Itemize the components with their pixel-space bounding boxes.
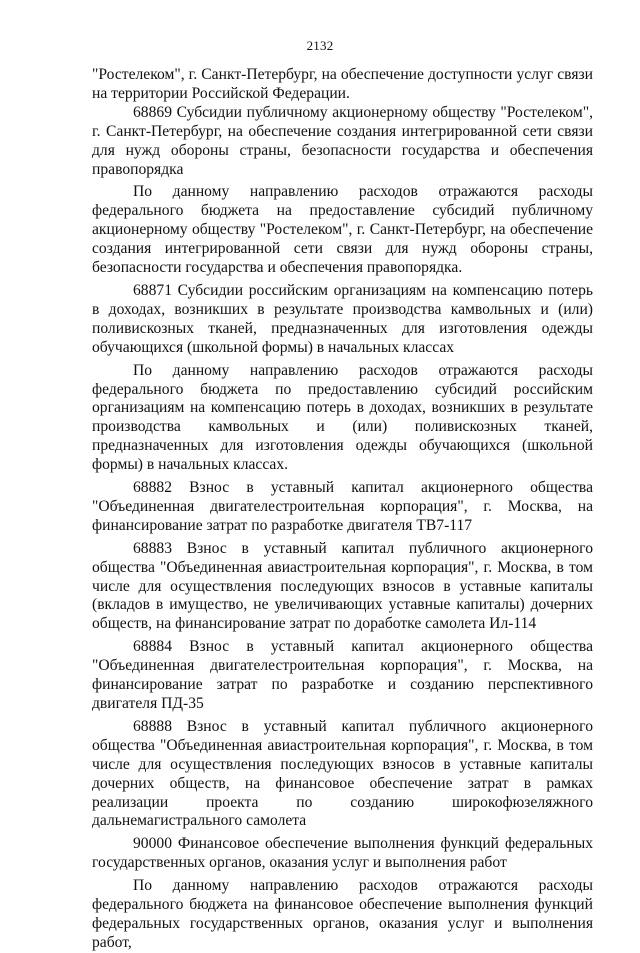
- paragraph-68882-heading: 68882 Взнос в уставный капитал акционерного общества "Объединенная двигателестроительная корпорация", г. Москва, на финансирование затрат по разработке двигателя ТВ7-117: [92, 479, 593, 534]
- paragraph-68871-heading: 68871 Субсидии российским организациям на компенсацию потерь в доходах, возникших в результате производства камвольных и (или) поливискозных тканей, предназначенных для изготовления одежды обучающихся (школьной формы) в начальных классах: [92, 281, 593, 356]
- paragraph-68883-heading: 68883 Взнос в уставный капитал публичного акционерного общества "Объединенная авиастроительная корпорация", г. Москва, в том числе для осуществления последующих взносов в уставные капиталы (вкладов в имущество, не увеличивающих уставные капиталы) дочерних обществ, на финансирование затрат по доработке самолета Ил-114: [92, 539, 593, 633]
- page-number: 2132: [306, 38, 334, 53]
- paragraph-continuation: "Ростелеком", г. Санкт-Петербург, на обеспечение доступности услуг связи на территории Российской Федерации.: [92, 66, 593, 102]
- paragraph-68871-description: По данному направлению расходов отражаются расходы федерального бюджета по предоставлению субсидий российским организациям на компенсацию потерь в доходах, возникших в результате производства камвольных и (или) поливискозных тканей, предназначенных для изготовления одежды обучающихся (школьной формы) в начальных классах.: [92, 361, 593, 474]
- paragraph-90000-heading: 90000 Финансовое обеспечение выполнения функций федеральных государственных органов, оказания услуг и выполнения работ: [92, 835, 593, 872]
- paragraph-68888-heading: 68888 Взнос в уставный капитал публичного акционерного общества "Объединенная авиастроительная корпорация", г. Москва, в том числе для осуществления последующих взносов в уставные капиталы дочерних обществ, на финансовое обеспечение затрат в рамках реализации проекта по созданию широкофюзеляжного дальнемагистрального самолета: [92, 717, 593, 830]
- paragraph-68869-heading: 68869 Субсидии публичному акционерному обществу "Ростелеком", г. Санкт-Петербург, на обеспечение создания интегрированной сети связи для нужд обороны страны, безопасности государства и обеспечения правопорядка: [92, 103, 593, 178]
- paragraph-68884-heading: 68884 Взнос в уставный капитал акционерного общества "Объединенная двигателестроительная корпорация", г. Москва, на финансирование затрат по разработке и созданию перспективного двигателя ПД-35: [92, 638, 593, 712]
- paragraph-68869-description: По данному направлению расходов отражаются расходы федерального бюджета на предоставление субсидий публичному акционерному обществу "Ростелеком", г. Санкт-Петербург, на обеспечение создания интегрированной сети связи для нужд обороны страны, безопасности государства и обеспечения правопорядка.: [92, 183, 593, 277]
- paragraph-90000-description: По данному направлению расходов отражаются расходы федерального бюджета на финансовое обеспечение выполнения функций федеральных государственных органов, оказания услуг и выполнения работ,: [92, 877, 593, 951]
- document-body: [92, 66, 593, 953]
